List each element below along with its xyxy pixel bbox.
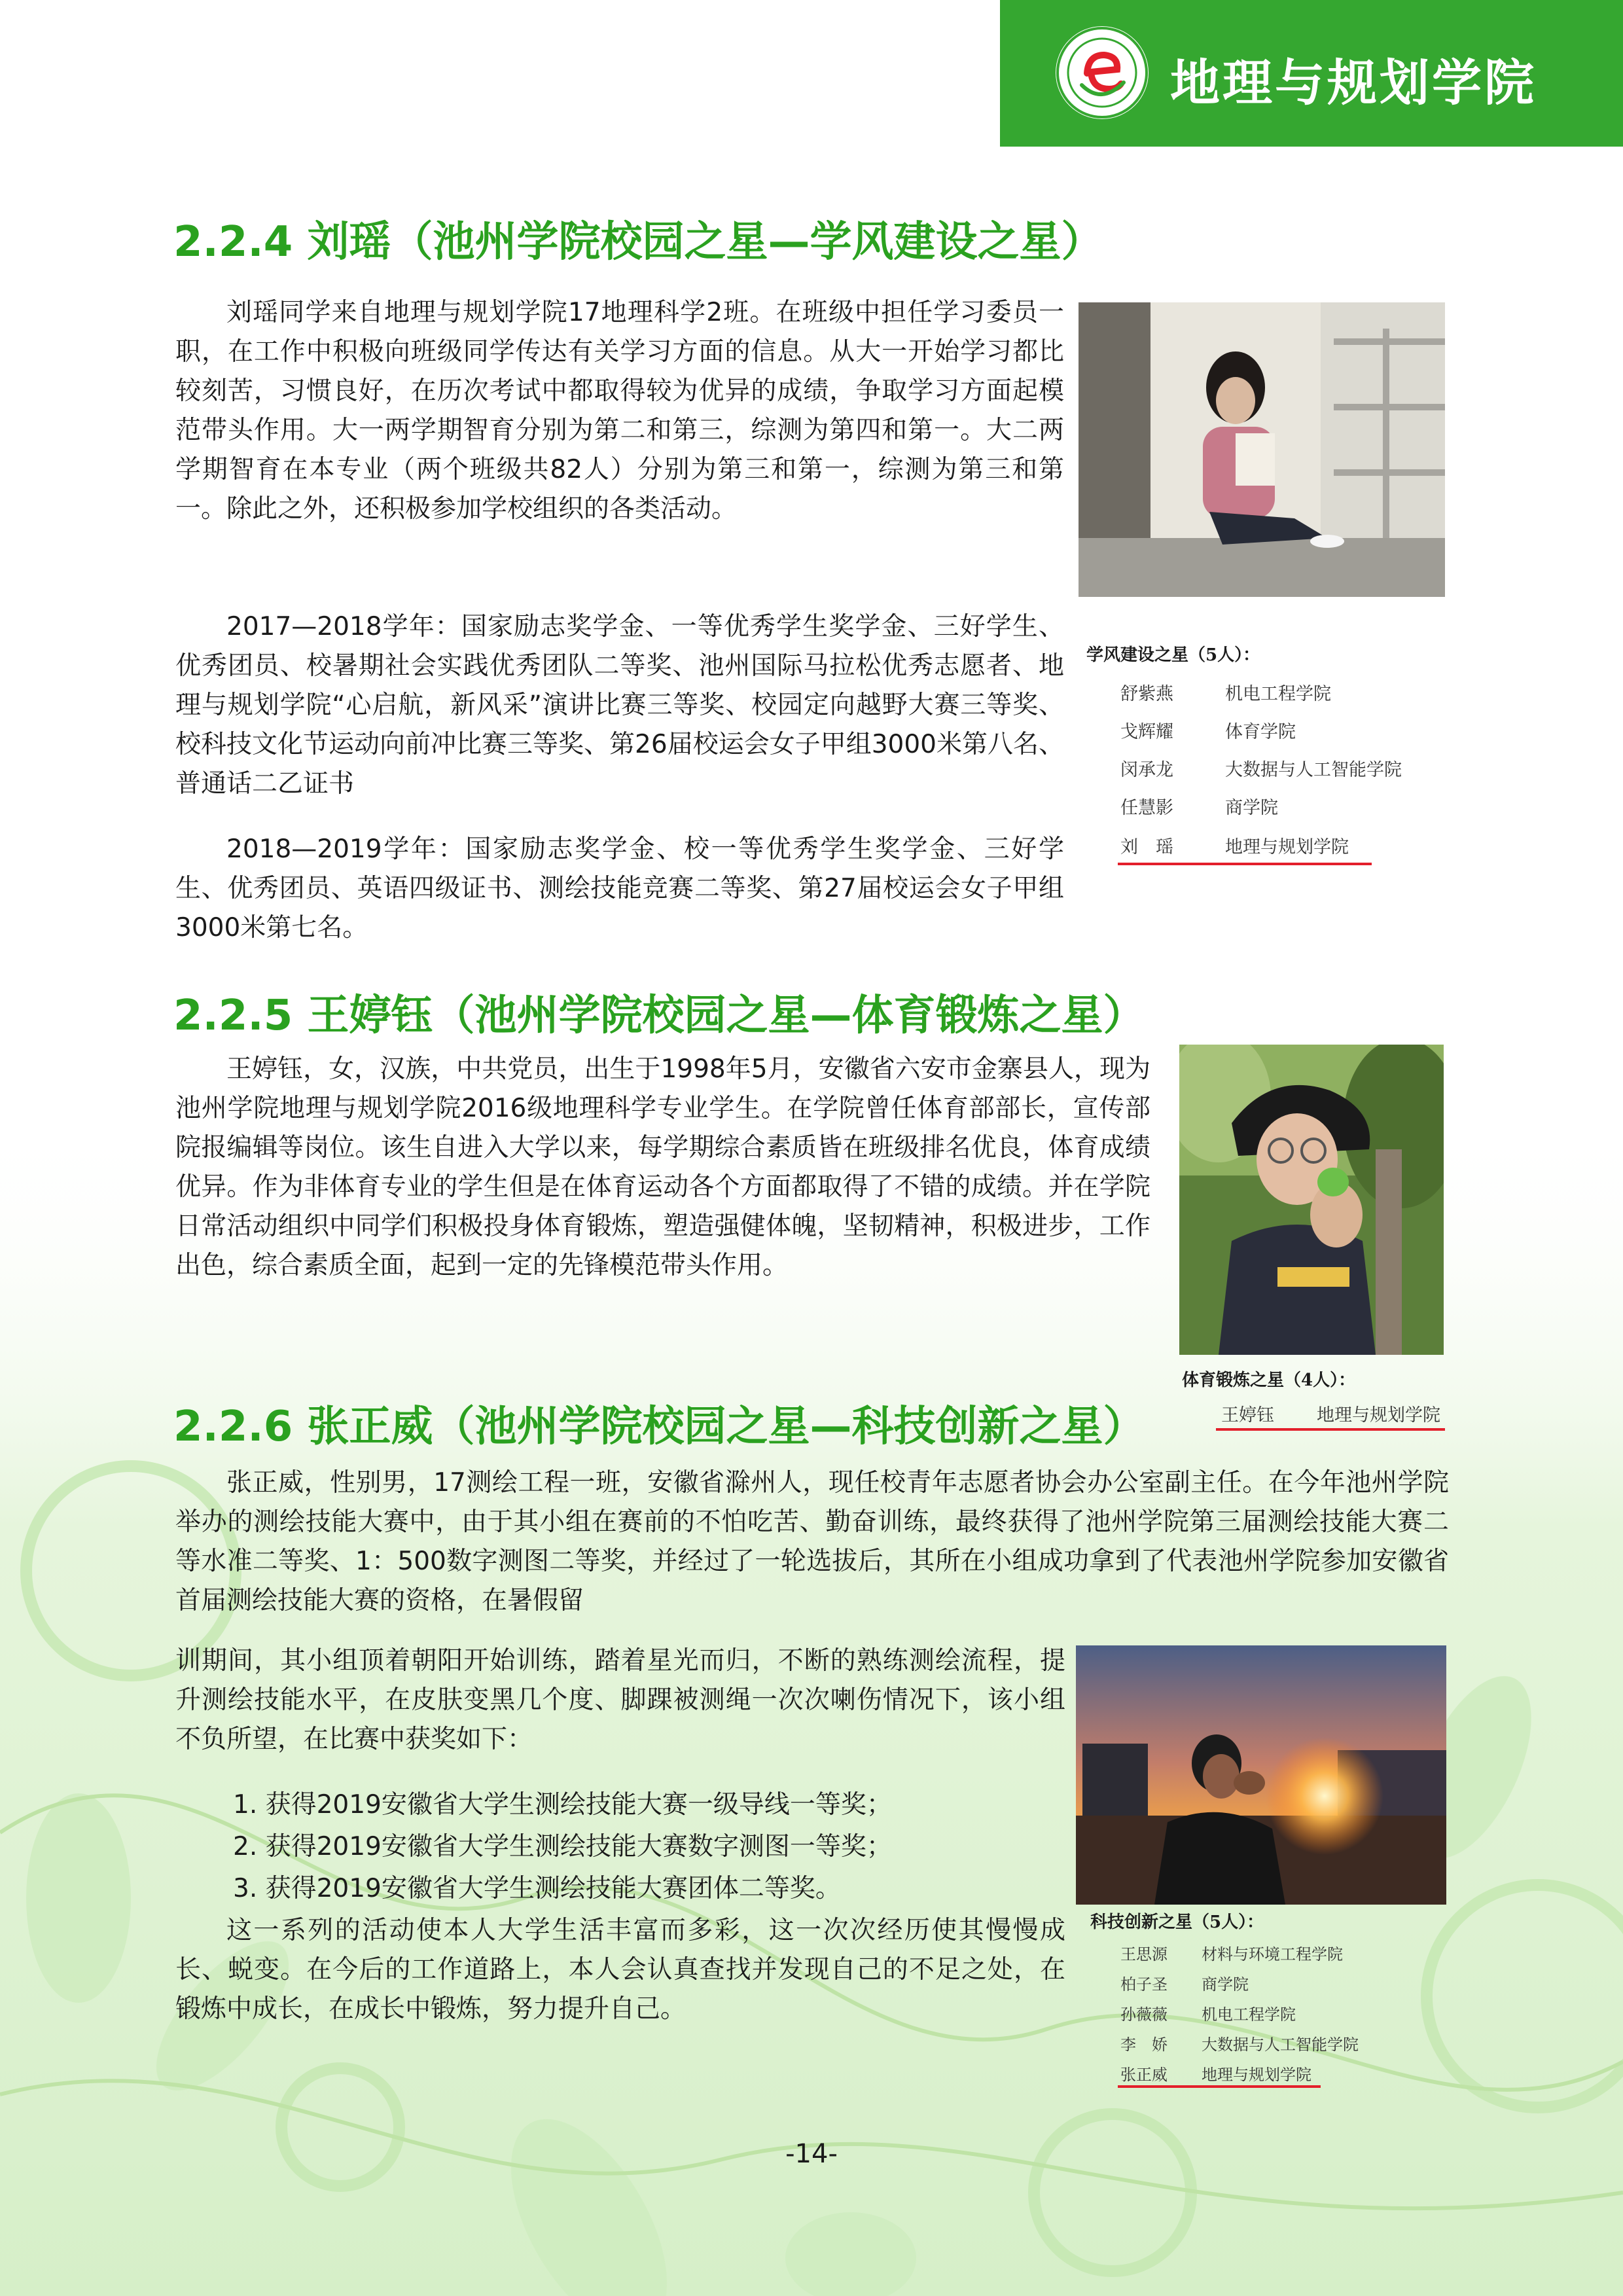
caption-name: 舒紫燕 — [1120, 684, 1173, 704]
caption-college: 体育学院 — [1225, 722, 1296, 742]
caption-college: 大数据与人工智能学院 — [1225, 760, 1402, 780]
caption-row — [1120, 679, 1331, 705]
caption-row — [1120, 1941, 1343, 1964]
photo-liu-yao-reading — [1079, 302, 1445, 597]
caption-row — [1120, 2032, 1359, 2054]
caption-row — [1120, 755, 1402, 781]
chizhou-university-logo-icon — [1056, 26, 1149, 119]
caption-college: 地理与规划学院 — [1317, 1405, 1440, 1426]
caption-row-highlighted — [1221, 1401, 1440, 1426]
caption-college: 材料与环境工程学院 — [1202, 1945, 1343, 1964]
caption-college: 机电工程学院 — [1202, 2005, 1296, 2024]
paragraph-zhang-zhengwei-intro: 张正威，性别男，17测绘工程一班，安徽省滁州人，现任校青年志愿者协会办公室副主任。在今年池州学院举办的测绘技能大赛中，由于其小组在赛前的不怕吃苦、勤奋训练，最终获得了池州学院第三届测绘技能大赛二等水准二等奖、1：500数字测图二等奖，并经过了一轮选拔后，其所在小组成功拿到了代表池州学院参加安徽省首届测绘技能大赛的资格，在暑假留 — [175, 1468, 1449, 1615]
award-list-item: 3. 获得2019安徽省大学生测绘技能大赛团体二等奖。 — [233, 1874, 841, 1903]
paragraph-zhang-zhengwei-training: 训期间，其小组顶着朝阳开始训练，踏着星光而归，不断的熟练测绘流程，提升测绘技能水平，在皮肤变黑几个度、脚踝被测绳一次次喇伤情况下，该小组不负所望，在比赛中获奖如下： — [175, 1646, 1065, 1754]
photo-zhang-zhengwei-sunset — [1076, 1645, 1446, 1905]
caption-name: 刘 瑶 — [1120, 837, 1173, 857]
header-banner — [1000, 0, 1623, 147]
award-list-item: 1. 获得2019安徽省大学生测绘技能大赛一级导线一等奖； — [233, 1790, 892, 1820]
caption-name: 张正威 — [1120, 2066, 1168, 2084]
caption-name: 任慧影 — [1120, 798, 1173, 818]
caption-title-sports-star: 体育锻炼之星（4人）： — [1182, 1371, 1356, 1390]
caption-title-study-star: 学风建设之星（5人）： — [1086, 645, 1260, 665]
caption-row — [1120, 793, 1278, 819]
award-list-item: 2. 获得2019安徽省大学生测绘技能大赛数字测图一等奖； — [233, 1832, 892, 1861]
college-name-title: 地理与规划学院 — [1170, 54, 1537, 112]
paragraph-liu-yao-intro: 刘瑶同学来自地理与规划学院17地理科学2班。在班级中担任学习委员一职，在工作中积极向班级同学传达有关学习方面的信息。从大一开始学习都比较刻苦，习惯良好，在历次考试中都取得较为优异的成绩，争取学习方面起模范带头作用。大一两学期智育分别为第二和第三，综测为第四和第一。大二两学期智育在本专业（两个班级共82人）分别为第三和第一，综测为第三和第一。除此之外，还积极参加学校组织的各类活动。 — [175, 298, 1064, 524]
caption-college: 机电工程学院 — [1225, 684, 1331, 704]
paragraph-liu-yao-2018-awards: 2018—2019学年：国家励志奖学金、校一等优秀学生奖学金、三好学生、优秀团员、英语四级证书、测绘技能竞赛二等奖、第27届校运会女子甲组3000米第七名。 — [175, 834, 1064, 942]
caption-row — [1120, 2001, 1296, 2024]
caption-name: 戈辉耀 — [1120, 722, 1173, 742]
caption-row — [1120, 717, 1296, 743]
caption-row-highlighted — [1120, 2062, 1311, 2085]
highlight-underline — [1216, 1428, 1445, 1431]
caption-name: 王思源 — [1120, 1945, 1168, 1964]
caption-college: 商学院 — [1225, 798, 1278, 818]
caption-name: 王婷钰 — [1221, 1405, 1274, 1426]
caption-title-tech-star: 科技创新之星（5人）： — [1090, 1912, 1264, 1932]
caption-college: 商学院 — [1202, 1975, 1249, 1994]
caption-college: 地理与规划学院 — [1202, 2066, 1311, 2084]
section-heading-zhang-zhengwei: 2.2.6 张正威（池州学院校园之星—科技创新之星） — [173, 1403, 1145, 1451]
paragraph-wang-tingyu-intro: 王婷钰，女，汉族，中共党员，出生于1998年5月，安徽省六安市金寨县人，现为池州学院地理与规划学院2016级地理科学专业学生。在学院曾任体育部部长，宣传部院报编辑等岗位。该生自进入大学以来，每学期综合素质皆在班级排名优良，体育成绩优异。作为非体育专业的学生但是在体育运动各个方面都取得了不错的成绩。并在学院日常活动组织中同学们积极投身体育锻炼，塑造强健体魄，坚韧精神，积极进步，工作出色，综合素质全面，起到一定的先锋模范带头作用。 — [175, 1054, 1150, 1280]
paragraph-zhang-zhengwei-conclusion: 这一系列的活动使本人大学生活丰富而多彩，这一次次经历使其慢慢成长、蜕变。在今后的工作道路上，本人会认真查找并发现自己的不足之处，在锻炼中成长，在成长中锻炼，努力提升自己。 — [175, 1916, 1065, 2024]
photo-wang-tingyu — [1179, 1045, 1444, 1355]
caption-name: 柏子圣 — [1120, 1975, 1168, 1994]
paragraph-liu-yao-2017-awards: 2017—2018学年：国家励志奖学金、一等优秀学生奖学金、三好学生、优秀团员、校暑期社会实践优秀团队二等奖、池州国际马拉松优秀志愿者、地理与规划学院“心启航，新风采”演讲比赛三等奖、校园定向越野大赛三等奖、校科技文化节运动向前冲比赛三等奖、第26届校运会女子甲组3000米第八名、普通话二乙证书 — [175, 612, 1064, 798]
caption-name: 闵承龙 — [1120, 760, 1173, 780]
caption-row-highlighted — [1120, 833, 1349, 858]
section-heading-liu-yao: 2.2.4 刘瑶（池州学院校园之星—学风建设之星） — [173, 218, 1103, 266]
caption-name: 孙薇薇 — [1120, 2005, 1168, 2024]
page-number: -14- — [785, 2139, 838, 2169]
caption-row — [1120, 1971, 1249, 1994]
highlight-underline — [1118, 863, 1372, 865]
section-heading-wang-tingyu: 2.2.5 王婷钰（池州学院校园之星—体育锻炼之星） — [173, 992, 1145, 1040]
caption-college: 大数据与人工智能学院 — [1202, 2036, 1359, 2054]
caption-name: 李 娇 — [1120, 2036, 1168, 2054]
highlight-underline — [1118, 2085, 1321, 2088]
caption-college: 地理与规划学院 — [1225, 837, 1349, 857]
